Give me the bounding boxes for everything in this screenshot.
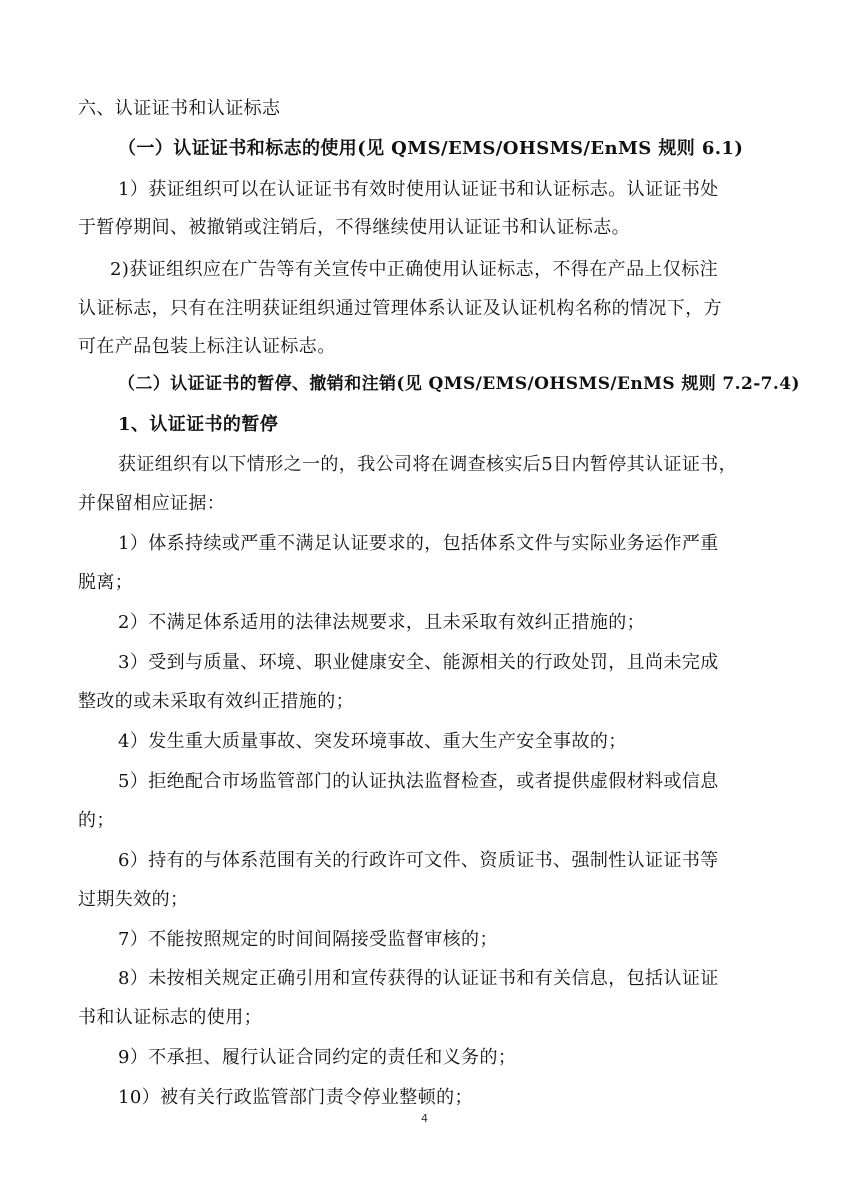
subsection-title-suspension: （二）认证证书的暂停、撤销和注销(见 QMS/EMS/OHSMS/EnMS 规则 7.2-7.4): [118, 374, 800, 394]
condition-1-line-1: 1）体系持续或严重不满足认证要求的，包括体系文件与实际业务运作严重: [118, 533, 719, 554]
condition-2: 2）不满足体系适用的法律法规要求，且未采取有效纠正措施的；: [118, 612, 646, 633]
condition-6-line-1: 6）持有的与体系范围有关的行政许可文件、资质证书、强制性认证证书等: [118, 850, 719, 871]
section-title: 六、认证证书和认证标志: [78, 98, 281, 119]
condition-3-line-2: 整改的或未采取有效纠正措施的；: [78, 691, 354, 712]
paragraph-2-line-1: 2)获证组织应在广告等有关宣传中正确使用认证标志，不得在产品上仅标注: [110, 259, 719, 280]
condition-1-line-2: 脱离；: [78, 572, 134, 593]
paragraph-1-line-1: 1）获证组织可以在认证证书有效时使用认证证书和认证标志。认证证书处: [118, 179, 719, 200]
condition-8-line-2: 书和认证标志的使用；: [78, 1007, 262, 1028]
condition-10: 10）被有关行政监管部门责令停业整顿的；: [118, 1087, 473, 1108]
intro-line-2: 并保留相应证据：: [78, 493, 226, 514]
paragraph-2-line-2: 认证标志，只有在注明获证组织通过管理体系认证及认证机构名称的情况下，方: [78, 298, 722, 319]
condition-4: 4）发生重大质量事故、突发环境事故、重大生产安全事故的；: [118, 731, 627, 752]
condition-6-line-2: 过期失效的；: [78, 889, 189, 910]
condition-3-line-1: 3）受到与质量、环境、职业健康安全、能源相关的行政处罚，且尚未完成: [118, 652, 719, 673]
condition-7: 7）不能按照规定的时间间隔接受监督审核的；: [118, 929, 498, 950]
condition-5-line-1: 5）拒绝配合市场监管部门的认证执法监督检查，或者提供虚假材料或信息: [118, 771, 719, 792]
intro-line-1: 获证组织有以下情形之一的，我公司将在调查核实后5日内暂停其认证证书，: [118, 454, 738, 475]
paragraph-2-line-3: 可在产品包装上标注认证标志。: [78, 336, 336, 357]
page-number: 4: [421, 1112, 428, 1125]
item-title-suspension: 1、认证证书的暂停: [118, 414, 279, 435]
paragraph-1-line-2: 于暂停期间、被撤销或注销后，不得继续使用认证证书和认证标志。: [78, 217, 630, 238]
condition-5-line-2: 的；: [78, 810, 115, 831]
condition-8-line-1: 8）未按相关规定正确引用和宣传获得的认证证书和有关信息，包括认证证: [118, 968, 719, 989]
condition-9: 9）不承担、履行认证合同约定的责任和义务的；: [118, 1047, 517, 1068]
subsection-title-usage: （一）认证证书和标志的使用(见 QMS/EMS/OHSMS/EnMS 规则 6.1): [118, 138, 744, 159]
